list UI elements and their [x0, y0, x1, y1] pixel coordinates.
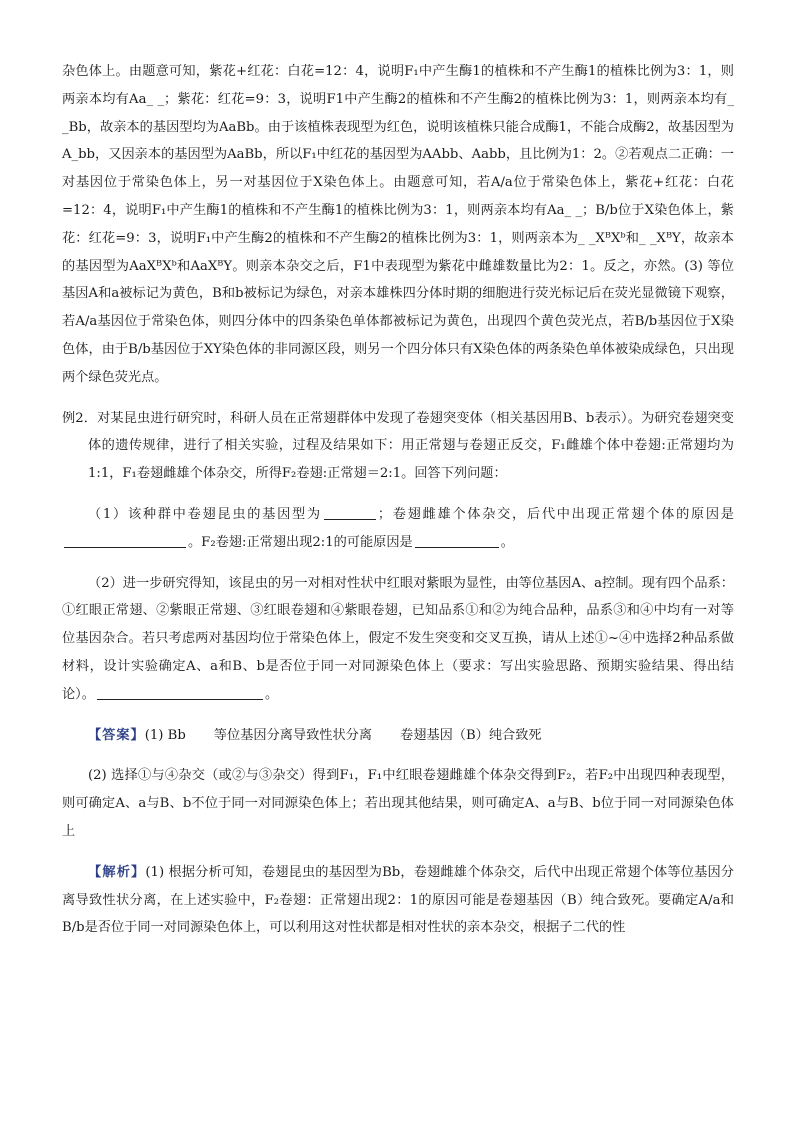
answer-blank	[324, 505, 376, 520]
answer-blank	[64, 533, 186, 548]
analysis-text: (1) 根据分析可知，卷翅昆虫的基因型为Bb，卷翅雌雄个体杂交，后代中出现正常翅个体等位基因分离导致性状分离，在上述实验中，F₂卷翅：正常翅出现2：1的原因可能是卷翅基因（B）纯合致死。要确定A/a和B/b是否位于同一对同源染色体上，可以利用这对性状都是相对性状的亲本杂交，根据子二代的性	[62, 864, 734, 936]
question-2-end: 。	[264, 686, 279, 702]
example-2-stem: 例2．对某昆虫进行研究时，科研人员在正常翅群体中发现了卷翅突变体（相关基因用B、b表示）。为研究卷翅突变体的遗传规律，进行了相关实验，过程及结果如下：用正常翅与卷翅正反交，F₁雌雄个体中卷翅:正常翅均为1:1，F₁卷翅雌雄个体杂交，所得F₂卷翅:正常翅＝2:1。回答下列问题：	[62, 410, 734, 482]
question-1	[62, 501, 734, 557]
question-1-text-d: 。	[500, 534, 514, 550]
answer-part-1: (1) Bb	[144, 727, 186, 743]
answer-line-1	[62, 722, 734, 750]
analysis-paragraph	[62, 859, 734, 942]
answer-blank	[97, 685, 263, 700]
document-page	[62, 58, 734, 942]
question-1-text-b: ；卷翅雌雄个体杂交，后代中出现正常翅个体的原因是	[377, 506, 734, 522]
question-2	[62, 570, 734, 709]
answer-blank	[415, 533, 499, 548]
analysis-tag: 【解析】	[88, 864, 146, 880]
answer-part-1-c: 卷翅基因（B）纯合致死	[400, 727, 542, 743]
answer-tag: 【答案】	[88, 727, 145, 743]
answer-part-2: (2) 选择①与④杂交（或②与③杂交）得到F₁，F₁中红眼卷翅雌雄个体杂交得到F₂，若F₂中出现四种表现型，则可确定A、a与B、b不位于同一对同源染色体上；若出现其他结果，则可确定A、a与B、b位于同一对同源染色体上	[62, 768, 734, 839]
answer-part-1-b: 等位基因分离导致性状分离	[213, 727, 373, 743]
question-2-text: （2）进一步研究得知，该昆虫的另一对相对性状中红眼对紫眼为显性，由等位基因A、a控制。现有四个品系：①红眼正常翅、②紫眼正常翅、③红眼卷翅和④紫眼卷翅，已知品系①和②为纯合品种，品系③和④中均有一对等位基因杂合。若只考虑两对基因均位于常染色体上，假定不发生突变和交叉互换，请从上述①~④中选择2种品系做材料，设计实验确定A、a和B、b是否位于同一对同源染色体上（要求：写出实验思路、预期实验结果、得出结论）。	[62, 575, 734, 702]
analysis-continuation: 杂色体上。由题意可知，紫花+红花：白花=12：4，说明F₁中产生酶1的植株和不产生酶1的植株比例为3：1，则两亲本均有Aa_ _；紫花：红花=9：3，说明F1中产生酶2的植株和不产生酶2的植株比例为3：1，则两亲本均有_ _Bb，故亲本的基因型均为AaBb。由于该植株表现型为红色，说明该植株只能合成酶1，不能合成酶2，故基因型为A_bb，又因亲本的基因型为AaBb，所以F₁中红花的基因型为AAbb、Aabb，且比例为1：2。②若观点二正确：一对基因位于常染色体上，另一对基因位于X染色体上。由题意可知，若A/a位于常染色体上，紫花+红花：白花=12：4，说明F₁中产生酶1的植株和不产生酶1的植株比例为3：1，则两亲本均有Aa_ _；B/b位于X染色体上，紫花：红花=9：3，说明F₁中产生酶2的植株和不产生酶2的植株比例为3：1，则两亲本为_ _XᴮXᵇ和_ _XᴮY，故亲本的基因型为AaXᴮXᵇ和AaXᴮY。则亲本杂交之后，F1中表现型为紫花中雌雄数量比为2：1。反之，亦然。(3) 等位基因A和a被标记为黄色，B和b被标记为绿色，对亲本雄株四分体时期的细胞进行荧光标记后在荧光显微镜下观察，若A/a基因位于常染色体，则四分体中的四条染色单体都被标记为黄色，出现四个黄色荧光点，若B/b基因位于X染色体，由于B/b基因位于XY染色体的非同源区段，则另一个四分体只有X染色体的两条染色单体被染成绿色，只出现两个绿色荧光点。	[62, 64, 734, 385]
question-1-text-a: （1）该种群中卷翅昆虫的基因型为	[88, 506, 322, 522]
question-1-text-c: 。F₂卷翅:正常翅出现2:1的可能原因是	[188, 534, 413, 550]
